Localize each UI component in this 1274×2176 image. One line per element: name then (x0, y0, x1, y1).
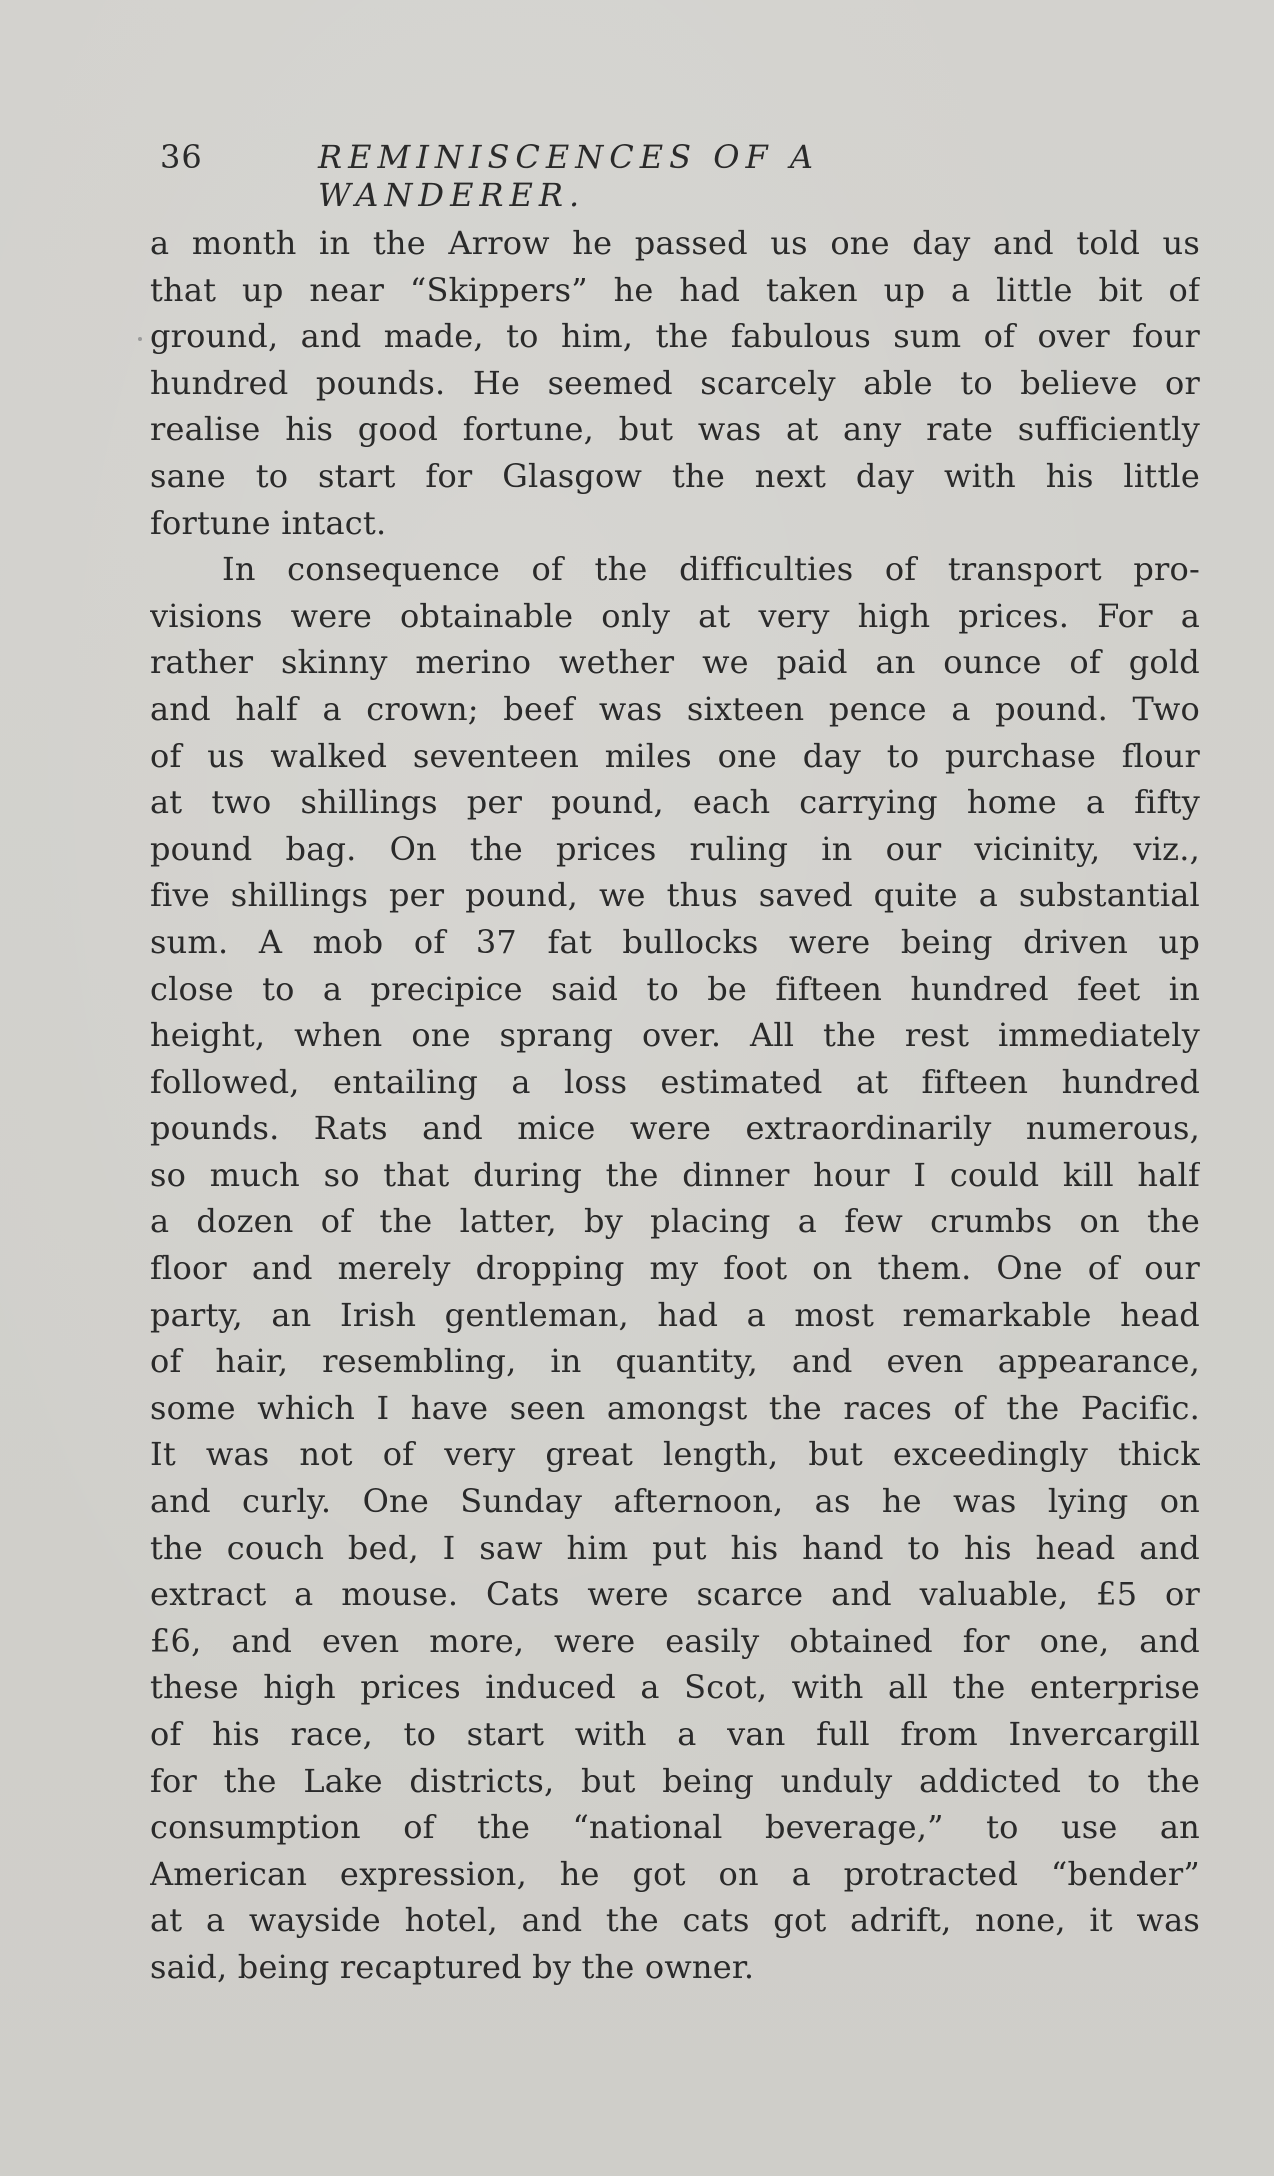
text-line: ground, and made, to him, the fabulous sum of over four (150, 317, 1200, 356)
text-line: of his race, to start with a van full from Invercargill (150, 1715, 1200, 1753)
page-number: 36 (160, 138, 203, 176)
text-line: close to a precipice said to be fifteen hundred feet in (150, 969, 1200, 1008)
text-line: followed, entailing a loss estimated at fifteen hundred (150, 1062, 1200, 1101)
text-line: said, being recaptured by the owner. (150, 1947, 755, 1986)
text-line: and curly. One Sunday afternoon, as he was lying on (150, 1482, 1200, 1521)
text-line: that up near “Skippers” he had taken up a little bit of (150, 270, 1200, 309)
text-line: and half a crown; beef was sixteen pence a pound. Two (150, 689, 1200, 728)
text-line: American expression, he got on a protracted “bender” (150, 1854, 1200, 1893)
text-line: realise his good fortune, but was at any rate sufficiently (150, 410, 1200, 449)
text-line: for the Lake districts, but being unduly addicted to the (150, 1761, 1200, 1800)
text-line: sane to start for Glasgow the next day with his little (150, 456, 1200, 495)
text-line: so much so that during the dinner hour I could kill half (150, 1155, 1200, 1194)
text-line: It was not of very great length, but exceedingly thick (150, 1435, 1200, 1474)
text-line: a month in the Arrow he passed us one day and told us (150, 224, 1200, 262)
text-line: some which I have seen amongst the races of the Pacific. (150, 1388, 1200, 1427)
text-line: rather skinny merino wether we paid an ounce of gold (150, 643, 1200, 682)
running-title: REMINISCENCES OF A WANDERER. (318, 138, 819, 214)
text-line: five shillings per pound, we thus saved quite a substantial (150, 876, 1200, 915)
text-line: at two shillings per pound, each carrying home a fifty (150, 783, 1200, 822)
text-line: fortune intact. (150, 503, 387, 542)
text-line: of us walked seventeen miles one day to purchase flour (150, 736, 1200, 775)
text-line: pounds. Rats and mice were extraordinarily numerous, (150, 1109, 1200, 1148)
text-line: hundred pounds. He seemed scarcely able to believe or (150, 363, 1200, 402)
page-header (160, 138, 1060, 214)
text-line: £6, and even more, were easily obtained for one, and (150, 1621, 1200, 1660)
body-text (150, 220, 1200, 2020)
text-line: extract a mouse. Cats were scarce and valuable, £5 or (150, 1575, 1200, 1614)
text-line: floor and merely dropping my foot on them. One of our (150, 1249, 1200, 1288)
text-line: party, an Irish gentleman, had a most remarkable head (150, 1295, 1200, 1334)
text-line: the couch bed, I saw him put his hand to his head and (150, 1528, 1200, 1567)
text-line: height, when one sprang over. All the rest immediately (150, 1016, 1200, 1055)
text-line: at a wayside hotel, and the cats got adrift, none, it was (150, 1901, 1200, 1940)
margin-speck (138, 337, 142, 341)
text-line: visions were obtainable only at very high prices. For a (150, 596, 1200, 635)
text-line: these high prices induced a Scot, with all the enterprise (150, 1668, 1200, 1707)
text-line: consumption of the “national beverage,” to use an (150, 1808, 1200, 1847)
text-line: pound bag. On the prices ruling in our vicinity, viz., (150, 829, 1200, 868)
paragraph-start-line: In consequence of the difficulties of transport pro- (222, 550, 1200, 589)
text-line: of hair, resembling, in quantity, and even appearance, (150, 1342, 1200, 1381)
text-line: sum. A mob of 37 fat bullocks were being driven up (150, 922, 1200, 961)
text-line: a dozen of the latter, by placing a few crumbs on the (150, 1202, 1200, 1241)
